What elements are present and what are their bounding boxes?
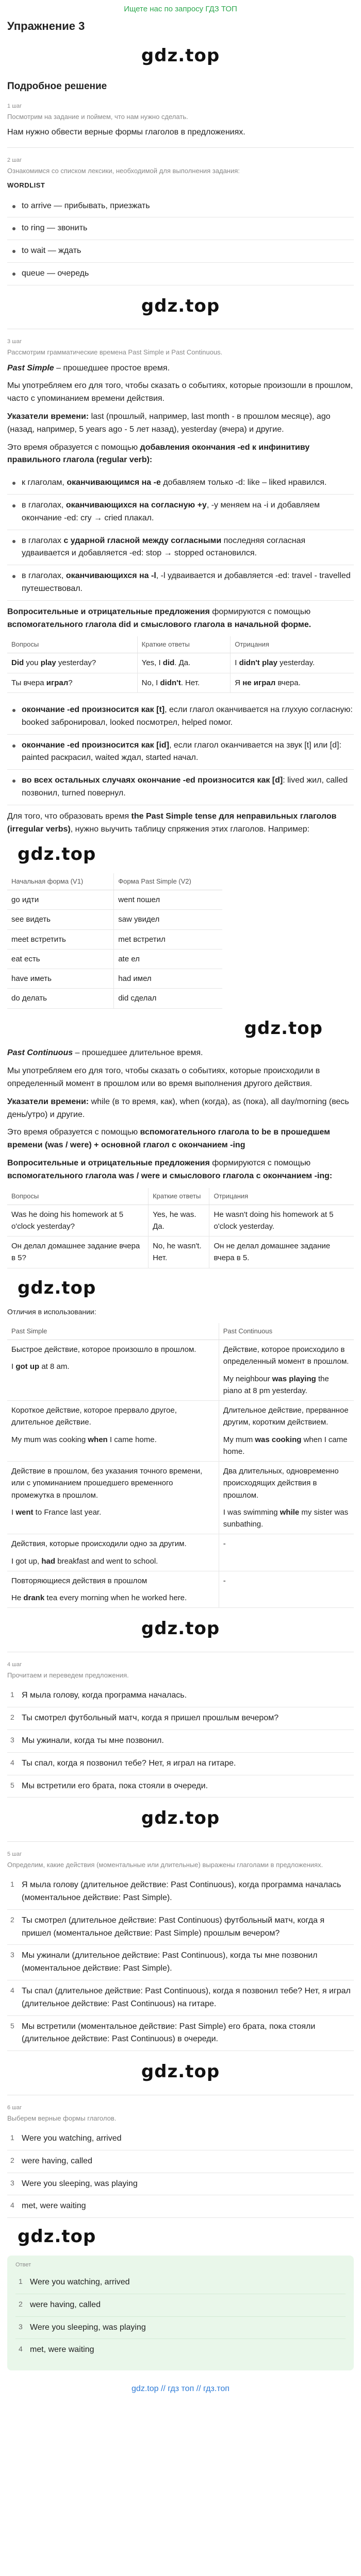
- watermark: gdz.top: [141, 1808, 220, 1829]
- table-header: Вопросы: [7, 1188, 149, 1205]
- table-cell: Ты вчера играл?: [7, 673, 137, 692]
- list-item: в глаголах с ударной гласной между согласными последняя согласная удваивается и добавляется -ed: stop → stopped остановился.: [7, 530, 354, 566]
- list-item: 1 Я мыла голову, когда программа началась.: [7, 1685, 354, 1707]
- table-row: [7, 673, 354, 692]
- list-item: окончание -ed произносится как [t], если глагол оканчивается на глухую согласную: booked забронировал, looked посмотрел, helped помог.: [7, 699, 354, 735]
- table-row: [7, 1571, 354, 1608]
- table-cell: went пошел: [114, 890, 222, 910]
- table-cell: met встретил: [114, 929, 222, 949]
- list-item: окончание -ed произносится как [id], если глагол оканчивается на звук [t] или [d]: painted раскрасил, waited ждал, started начал.: [7, 735, 354, 770]
- answer-box: [7, 2256, 354, 2370]
- table-row: [7, 890, 222, 910]
- list-item: 4 Ты спал (длительное действие: Past Continuous), когда я позвонил тебе? Нет, я играл (длительное действие: Past Continuous) на гитаре.: [7, 1980, 354, 2016]
- table-cell: Yes, he was. Да.: [149, 1205, 209, 1236]
- past-simple-heading: Past Simple – прошедшее простое время.: [7, 363, 170, 372]
- table-cell: Yes, I did. Да.: [137, 653, 231, 673]
- list-item: 2 Ты смотрел (длительное действие: Past Continuous) футбольный матч, когда я пришел (моментальное действие: Past Simple) прошлым вечером?: [7, 1910, 354, 1945]
- table-cell: Я не играл вчера.: [231, 673, 354, 692]
- table-cell: Did you play yesterday?: [7, 653, 137, 673]
- wordlist: [7, 195, 354, 285]
- divider: [7, 1841, 354, 1842]
- step-description: Прочитаем и переведем предложения.: [7, 1671, 129, 1680]
- table-cell: He wasn't doing his homework at 5 o'clock yesterday.: [209, 1205, 354, 1236]
- list-item: to wait — ждать: [7, 240, 354, 263]
- past-continuous-heading: Past Continuous – прошедшее длительное время.: [7, 1048, 203, 1058]
- answer-list: [15, 2272, 346, 2361]
- watermark: gdz.top: [141, 2061, 220, 2082]
- table-cell: Повторяющиеся действия в прошлом He drank tea every morning when he worked here.: [7, 1571, 219, 1608]
- table-cell: Он не делал домашнее задание вчера в 5.: [209, 1236, 354, 1268]
- table-row: [7, 1340, 354, 1401]
- choice-list: [7, 2128, 354, 2218]
- list-item: 4 met, were waiting: [19, 2345, 94, 2354]
- table-header: Отрицания: [209, 1188, 354, 1205]
- watermark: gdz.top: [141, 295, 220, 316]
- list-item: 1 Я мыла голову (длительное действие: Past Continuous), когда программа началась (моментальное действие: Past Simple).: [7, 1874, 354, 1910]
- table-cell: -: [219, 1571, 354, 1608]
- table-row: [7, 910, 222, 929]
- table-header: Отрицания: [231, 636, 354, 653]
- paragraph: Вопросительные и отрицательные предложения формируются с помощью вспомогательного глагола was / were и смыслового глагола с окончанием -ing:: [7, 1158, 333, 1180]
- watermark: gdz.top: [18, 1277, 96, 1298]
- paragraph: Для того, что образовать время the Past Simple tense для неправильных глаголов (irregular verbs), нужно выучить таблицу спряжения этих глаголов. Например:: [7, 811, 337, 834]
- list-item: 4 met, were waiting: [7, 2195, 354, 2218]
- table-header: Past Continuous: [219, 1323, 354, 1340]
- divider: [7, 147, 354, 148]
- ed-rules-list: [7, 472, 354, 601]
- table-cell: do делать: [7, 989, 114, 1008]
- watermark: gdz.top: [141, 1618, 220, 1639]
- solution-subtitle: Подробное решение: [7, 80, 107, 92]
- differences-title: Отличия в использовании:: [7, 1308, 96, 1316]
- table-row: [7, 929, 222, 949]
- table-header: Краткие ответы: [137, 636, 231, 653]
- table-cell: Быстрое действие, которое произошло в прошлом. I got up at 8 am.: [7, 1340, 219, 1401]
- list-item: 3 Мы ужинали (длительное действие: Past Continuous), когда ты мне позвонил (моментальное действие: Past Simple).: [7, 1945, 354, 1980]
- step-description: Рассмотрим грамматические времена Past Simple и Past Continuous.: [7, 348, 223, 357]
- wordlist-title: WORDLIST: [7, 181, 45, 190]
- step-description: Посмотрим на задание и поймем, что нам нужно сделать.: [7, 113, 188, 121]
- irregular-verbs-table: [7, 873, 222, 1009]
- table-cell: did сделал: [114, 989, 222, 1008]
- table-row: [7, 1236, 354, 1268]
- table-row: [7, 969, 222, 989]
- table-cell: had имел: [114, 969, 222, 989]
- list-item: в глаголах, оканчивающихся на -l, -l удваивается и добавляется -ed: travel - travelled путешествовал.: [7, 565, 354, 601]
- step-label: 2 шаг: [7, 157, 22, 164]
- table-row: [7, 1401, 354, 1462]
- step-label: 5 шаг: [7, 1851, 22, 1857]
- paragraph: Это время образуется с помощью добавления окончания -ed к инфинитиву правильного глагола (regular verb):: [7, 443, 310, 465]
- list-item: 3 Мы ужинали, когда ты мне позвонил.: [7, 1730, 354, 1753]
- paragraph: Мы употребляем его для того, чтобы сказать о событиях, которые произошли в прошлом, часто с упоминанием времени действия.: [7, 381, 353, 403]
- list-item: 1 Were you watching, arrived: [15, 2272, 346, 2294]
- paragraph: Указатели времени: while (в то время, как), when (когда), as (пока), all day/morning (весь день/утро) и другие.: [7, 1097, 349, 1119]
- list-item: 5 Мы встретили (моментальное действие: Past Simple) его брата, пока стояли (длительное действие: Past Continuous) в очереди.: [7, 2016, 354, 2052]
- table-cell: -: [219, 1534, 354, 1571]
- table-cell: see видеть: [7, 910, 114, 929]
- paragraph: Это время образуется с помощью вспомогательного глагола to be в прошедшем времени (was / were) + основной глагол с окончанием -ing: [7, 1128, 330, 1150]
- table-header: Начальная форма (V1): [7, 873, 114, 890]
- translation-list: [7, 1685, 354, 1798]
- list-item: 3 Were you sleeping, was playing: [15, 2317, 346, 2340]
- table-row: [7, 653, 354, 673]
- table-header: Форма Past Simple (V2): [114, 873, 222, 890]
- analysis-list: [7, 1874, 354, 2051]
- list-item: queue — очередь: [7, 263, 354, 285]
- step-label: 6 шаг: [7, 2104, 22, 2111]
- table-cell: Два длительных, одновременно происходящих действия в прошлом. I was swimming while my sister was sunbathing.: [219, 1462, 354, 1534]
- table-cell: Действия, которые происходили одно за другим. I got up, had breakfast and went to school.: [7, 1534, 219, 1571]
- table-cell: ate ел: [114, 949, 222, 969]
- step-description: Выберем верные формы глаголов.: [7, 2114, 117, 2122]
- table-header: Past Simple: [7, 1323, 219, 1340]
- exercise-title: Упражнение 3: [7, 20, 85, 32]
- list-item: к глаголам, оканчивающимся на -e добавляем только -d: like – liked нравился.: [7, 472, 354, 495]
- table-cell: No, he wasn't. Нет.: [149, 1236, 209, 1268]
- table-header: Краткие ответы: [149, 1188, 209, 1205]
- top-search-link[interactable]: Ищете нас по запросу ГДЗ ТОП: [124, 5, 237, 13]
- pronunciation-rules: [7, 699, 354, 805]
- step-label: 4 шаг: [7, 1662, 22, 1668]
- step-text: Нам нужно обвести верные формы глаголов в предложениях.: [7, 128, 245, 137]
- watermark: gdz.top: [141, 45, 220, 66]
- table-cell: Действие, которое происходило в определенный момент в прошлом. My neighbour was playing the piano at 8 pm yesterday.: [219, 1340, 354, 1401]
- table-cell: Он делал домашнее задание вчера в 5?: [7, 1236, 149, 1268]
- table-cell: Длительное действие, прерванное другим, коротким действием. My mum was cooking when I came home.: [219, 1401, 354, 1462]
- list-item: 5 Мы встретили его брата, пока стояли в очереди.: [7, 1775, 354, 1798]
- table-header: Вопросы: [7, 636, 137, 653]
- table-row: [7, 989, 222, 1008]
- table-cell: Was he doing his homework at 5 o'clock yesterday?: [7, 1205, 149, 1236]
- list-item: to arrive — прибывать, приезжать: [7, 195, 354, 218]
- past-continuous-table: [7, 1188, 354, 1268]
- table-cell: saw увидел: [114, 910, 222, 929]
- table-cell: meet встретить: [7, 929, 114, 949]
- watermark: gdz.top: [18, 2226, 96, 2247]
- table-cell: go идти: [7, 890, 114, 910]
- table-row: [7, 949, 222, 969]
- paragraph: Вопросительные и отрицательные предложения формируются с помощью вспомогательного глагола did и смыслового глагола в начальной форме.: [7, 607, 311, 629]
- list-item: 3 Were you sleeping, was playing: [7, 2173, 354, 2196]
- step-label: 1 шаг: [7, 103, 22, 110]
- answer-label: Ответ: [15, 2261, 31, 2268]
- step-description: Определим, какие действия (моментальные или длительные) выражены глаголами в предложениях.: [7, 1861, 323, 1869]
- paragraph: Указатели времени: last (прошлый, например, last month - в прошлом месяце), ago (назад, например, 5 years ago - 5 лет назад), yesterday (вчера) и другие.: [7, 412, 331, 434]
- list-item: to ring — звонить: [7, 217, 354, 240]
- past-simple-table: [7, 636, 354, 693]
- table-cell: Действие в прошлом, без указания точного времени, или с упоминанием прошедшего временного промежутка в прошлом. I went to France last year.: [7, 1462, 219, 1534]
- list-item: в глаголах, оканчивающихся на согласную +y, -y меняем на -i и добавляем окончание -ed: cry → cried плакал.: [7, 495, 354, 530]
- step-label: 3 шаг: [7, 338, 22, 345]
- watermark: gdz.top: [244, 1018, 323, 1039]
- step-description: Ознакомимся со списком лексики, необходимой для выполнения задания:: [7, 167, 240, 175]
- footer-links[interactable]: gdz.top // гдз топ // гдз.топ: [132, 2384, 229, 2394]
- table-cell: No, I didn't. Нет.: [137, 673, 231, 692]
- list-item: 1 Were you watching, arrived: [7, 2128, 354, 2150]
- table-row: [7, 1205, 354, 1236]
- list-item: 4 Ты спал, когда я позвонил тебе? Нет, я играл на гитаре.: [7, 1753, 354, 1775]
- table-cell: Короткое действие, которое прервало другое, длительное действие. My mum was cooking when I came home.: [7, 1401, 219, 1462]
- table-row: [7, 1462, 354, 1534]
- table-cell: I didn't play yesterday.: [231, 653, 354, 673]
- table-cell: have иметь: [7, 969, 114, 989]
- list-item: 2 Ты смотрел футбольный матч, когда я пришел прошлым вечером?: [7, 1707, 354, 1730]
- list-item: 2 were having, called: [15, 2294, 346, 2317]
- table-row: [7, 1534, 354, 1571]
- list-item: во всех остальных случаях окончание -ed произносится как [d]: lived жил, called позвонил, turned повернул.: [7, 770, 354, 805]
- differences-table: [7, 1323, 354, 1608]
- list-item: 2 were having, called: [7, 2150, 354, 2173]
- watermark: gdz.top: [18, 844, 96, 865]
- paragraph: Мы употребляем его для того, чтобы сказать о событиях, которые происходили в определенный момент в прошлом или во время выполнения другого действия.: [7, 1066, 320, 1088]
- table-cell: eat есть: [7, 949, 114, 969]
